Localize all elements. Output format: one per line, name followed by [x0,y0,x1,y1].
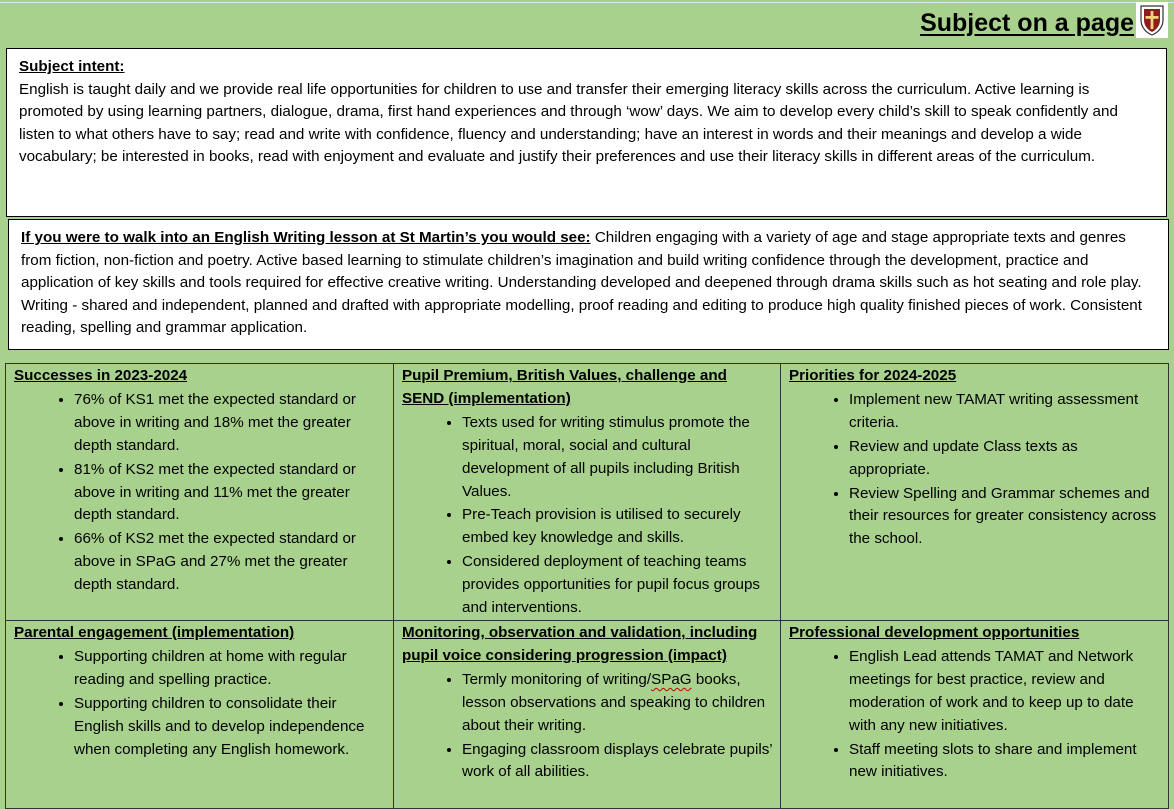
monitoring-heading: Monitoring, observation and validation, including pupil voice considering progression (impact) [402,623,758,664]
page-top-rule [0,2,1174,3]
successes-cell [6,364,394,621]
list-item: • Review Spelling and Grammar schemes and their resources for greater consistency across the school. [849,482,1161,552]
list-item: • Implement new TAMAT writing assessment criteria. [849,388,1161,435]
list-item [462,668,773,738]
page-title: Subject on a page [920,9,1134,37]
list-item: • Texts used for writing stimulus promote the spiritual, moral, social and cultural development of all pupils including British Values. [462,411,773,504]
list-item: • Supporting children to consolidate their English skills and to develop independence when completing any English homework. [74,692,386,762]
list-item: • Staff meeting slots to share and implement new initiatives. [849,738,1161,785]
subject-intent-box [6,48,1167,217]
parental-engagement-cell [6,620,394,808]
priorities-list [789,388,1161,551]
list-item: • 81% of KS2 met the expected standard or above in writing and 11% met the greater depth standard. [74,458,386,528]
monitoring-item-text-end: books, lesson observations and speaking to children about their writing. [462,670,766,734]
priorities-cell [781,364,1169,621]
writing-lesson-text: Children engaging with a variety of age and stage appropriate texts and genres from fiction, non-fiction and poetry. Active based learning to stimulate children’s imagination and build writing confidence through the development, practice and application of key skills and tools required for effective creative writing. Understanding developed and deepened through drama skills such as hot seating and role play. Writing - shared and independent, planned and drafted with appropriate modelling, proof reading and editing to produce high quality finished pieces of work. Consistent reading, spelling and grammar application. [21,229,1142,337]
parental-engagement-heading: Parental engagement (implementation) [14,623,295,641]
list-item: • Supporting children at home with regular reading and spelling practice. [74,645,386,692]
subject-intent-heading: Subject intent: [19,58,125,75]
parental-engagement-list [14,645,386,762]
pupil-premium-list [402,411,773,620]
subject-intent-text: English is taught daily and we provide real life opportunities for children to use and transfer their emerging literacy skills across the curriculum. Active learning is promoted by using learning partners, dialogue, drama, first hand experiences and through ‘wow’ days. We aim to develop every child’s skill to speak confidently and listen to what others have to say; read and write with confidence, fluency and understanding; have an interest in words and their meanings and develop a wide vocabulary; be interested in books, read with enjoyment and evaluate and justify their preferences and use their literacy skills in different areas of the curriculum. [19,80,1118,166]
list-item: • Pre-Teach provision is utilised to securely embed key knowledge and skills. [462,503,773,550]
list-item: • 76% of KS1 met the expected standard or above in writing and 18% met the greater depth standard. [74,388,386,458]
spellcheck-flagged-word: SPaG [651,670,692,688]
pupil-premium-cell [394,364,781,621]
list-item: • 66% of KS2 met the expected standard or above in SPaG and 27% met the greater depth standard. [74,527,386,597]
summary-grid [5,363,1169,809]
priorities-heading: Priorities for 2024-2025 [789,367,957,384]
monitoring-list [402,668,773,785]
list-item: • Engaging classroom displays celebrate pupils’ work of all abilities. [462,738,773,785]
list-item: • Considered deployment of teaching teams provides opportunities for pupil focus groups and interventions. [462,550,773,620]
writing-lesson-heading: If you were to walk into an English Writing lesson at St Martin’s you would see: [21,229,591,246]
pupil-premium-heading: Pupil Premium, British Values, challenge and SEND (implementation) [402,367,727,407]
monitoring-item-text-start: Termly monitoring of writing/ [462,670,652,688]
list-item: • Review and update Class texts as appropriate. [849,435,1161,482]
monitoring-cell [394,620,781,808]
list-item: • English Lead attends TAMAT and Network meetings for best practice, review and moderation of work and to keep up to date with any new initiatives. [849,645,1161,738]
professional-development-heading: Professional development opportunities [789,623,1080,641]
writing-lesson-box [8,219,1169,350]
school-crest-icon [1136,2,1168,38]
professional-development-list [789,645,1161,784]
successes-list [14,388,386,597]
successes-heading: Successes in 2023-2024 [14,367,188,384]
professional-development-cell [781,620,1169,808]
